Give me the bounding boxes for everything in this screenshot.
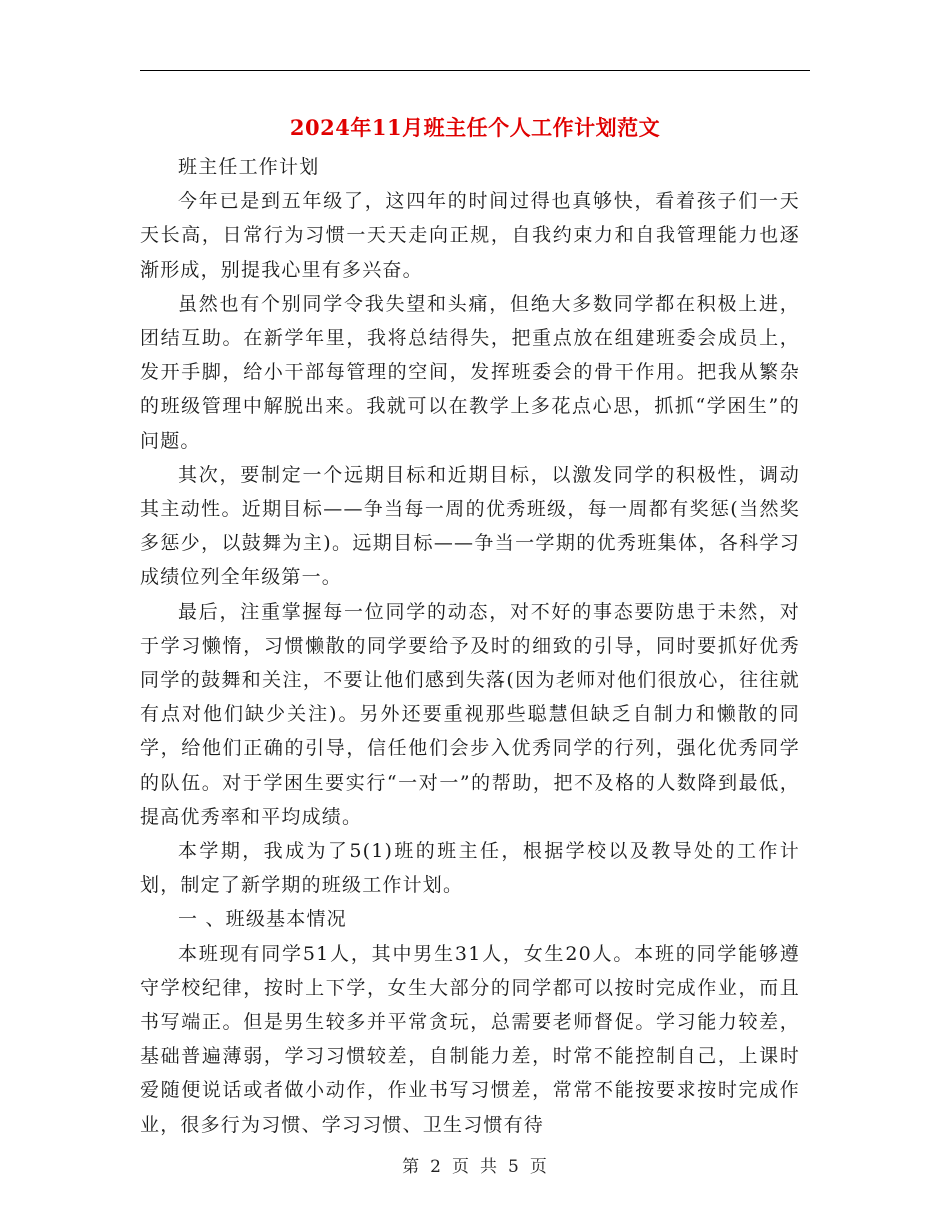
page-label-mid: 页 <box>452 1157 470 1177</box>
document-body <box>140 150 800 1142</box>
header-rule <box>140 70 810 71</box>
section-heading: 一 、班级基本情况 <box>178 908 347 931</box>
paragraph: 本学期，我成为了5(1)班的班主任，根据学校以及教导处的工作计划，制定了新学期的班级工作计划。 <box>140 840 800 897</box>
page-label-suffix: 页 <box>529 1157 548 1177</box>
total-pages-number: 5 <box>508 1157 520 1177</box>
paragraph: 最后，注重掌握每一位同学的动态，对不好的事态要防患于未然，对于学习懒惰，习惯懒散的同学要给予及时的细致的引导，同时要抓好优秀同学的鼓舞和关注，不要让他们感到失落(因为老师对他们很放心，往往就有点对他们缺少关注)。另外还要重视那些聪慧但缺乏自制力和懒散的同学，给他们正确的引导，信任他们会步入优秀同学的行列，强化优秀同学的队伍。对于学困生要实行“一对一”的帮助，把不及格的人数降到最低，提高优秀率和平均成绩。 <box>140 600 800 828</box>
total-label: 共 <box>480 1157 498 1177</box>
page-footer <box>0 1152 950 1177</box>
document-title: 2024年11月班主任个人工作计划范文 <box>289 115 661 140</box>
paragraph: 本班现有同学51人，其中男生31人，女生20人。本班的同学能够遵守学校纪律，按时上下学，女生大部分的同学都可以按时完成作业，而且书写端正。但是男生较多并平常贪玩，总需要老师督促。学习能力较差，基础普遍薄弱，学习习惯较差，自制能力差，时常不能控制自己，上课时爱随便说话或者做小动作，作业书写习惯差，常常不能按要求按时完成作业，很多行为习惯、学习习惯、卫生习惯有待 <box>140 942 800 1136</box>
paragraph: 虽然也有个别同学令我失望和头痛，但绝大多数同学都在积极上进，团结互助。在新学年里，我将总结得失，把重点放在组建班委会成员上，发开手脚，给小干部每管理的空间，发挥班委会的骨干作用。把我从繁杂的班级管理中解脱出来。我就可以在教学上多花点心思，抓抓“学困生”的问题。 <box>140 292 800 452</box>
section-heading: 班主任工作计划 <box>178 156 320 178</box>
page-label-prefix: 第 <box>402 1157 421 1177</box>
paragraph: 其次，要制定一个远期目标和近期目标，以激发同学的积极性，调动其主动性。近期目标——争当每一周的优秀班级，每一周都有奖惩(当然奖多惩少，以鼓舞为主)。远期目标——争当一学期的优秀班集体，各科学习成绩位列全年级第一。 <box>140 463 800 589</box>
paragraph: 今年已是到五年级了，这四年的时间过得也真够快，看着孩子们一天天长高，日常行为习惯一天天走向正规，自我约束力和自我管理能力也逐渐形成，别提我心里有多兴奋。 <box>140 190 800 281</box>
current-page-number: 2 <box>430 1157 442 1177</box>
